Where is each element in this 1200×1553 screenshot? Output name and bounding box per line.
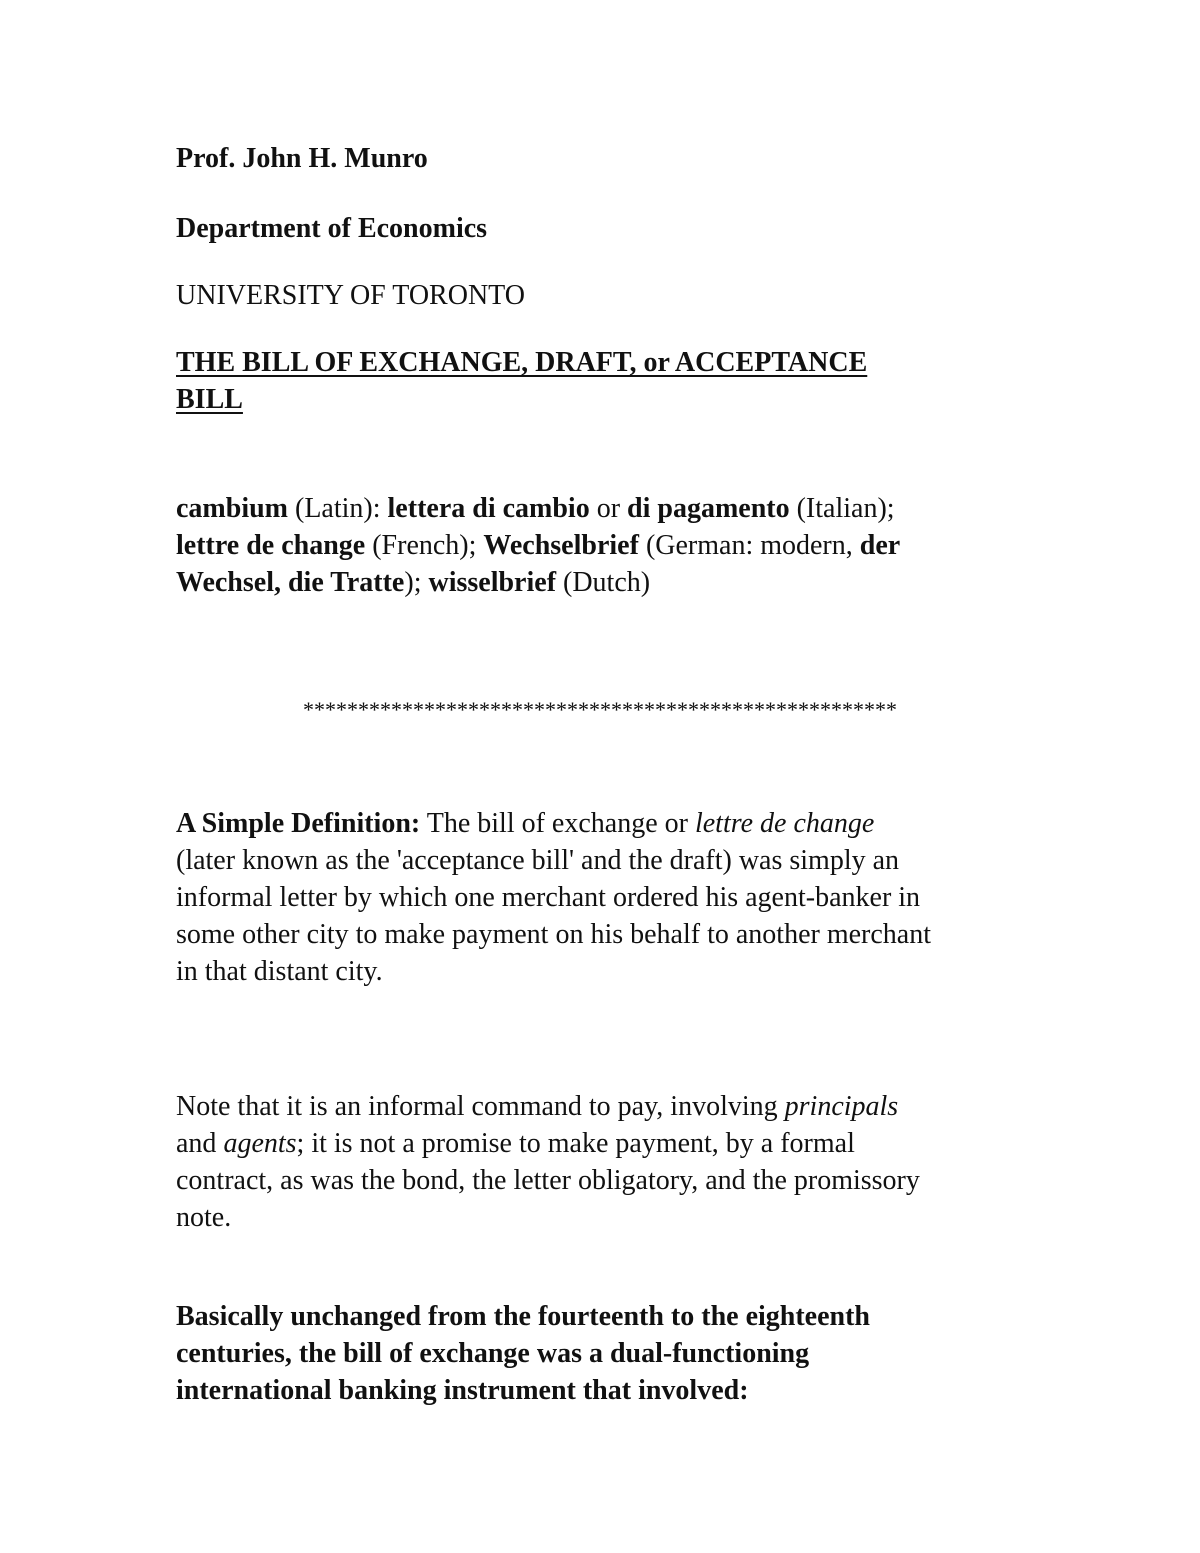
summary-line-2: centuries, the bill of exchange was a dual-functioning xyxy=(176,1338,810,1369)
note-line-3: contract, as was the bond, the letter obligatory, and the promissory xyxy=(176,1165,920,1196)
terms-line-2 xyxy=(176,527,1036,564)
note-text-3: ; it is not a promise to make payment, by a formal xyxy=(296,1128,855,1159)
definition-italic-term: lettre de change xyxy=(694,808,875,839)
note-italic-principals: principals xyxy=(784,1091,899,1122)
term-lettera-di-cambio: lettera di cambio xyxy=(387,493,590,524)
terms-line-3 xyxy=(176,564,1036,601)
title-line-1: THE BILL OF EXCHANGE, DRAFT, or ACCEPTANCE xyxy=(176,347,868,378)
definition-paragraph xyxy=(176,805,1036,990)
summary-line-1: Basically unchanged from the fourteenth to the eighteenth xyxy=(176,1301,870,1332)
terms-paragraph xyxy=(176,490,1036,601)
note-italic-agents: agents xyxy=(223,1128,297,1159)
summary-paragraph xyxy=(176,1298,1036,1409)
title-line-2: BILL xyxy=(176,384,243,415)
term-german-label: (German: modern, xyxy=(638,530,860,561)
note-line-1 xyxy=(176,1088,1036,1125)
term-latin-label: (Latin): xyxy=(288,493,388,524)
definition-line-4: some other city to make payment on his behalf to another merchant xyxy=(176,919,931,950)
note-line-2 xyxy=(176,1125,1036,1162)
term-der: der xyxy=(859,530,901,561)
section-separator: ****************************************************** xyxy=(303,697,897,722)
definition-line-3: informal letter by which one merchant ordered his agent-banker in xyxy=(176,882,921,913)
definition-text-1: The bill of exchange or xyxy=(420,808,695,839)
definition-label: A Simple Definition: xyxy=(176,808,421,839)
term-dutch-label: (Dutch) xyxy=(556,567,651,598)
department-name: Department of Economics xyxy=(176,213,488,244)
note-text-1: Note that it is an informal command to pay, involving xyxy=(176,1091,785,1122)
document-title xyxy=(176,344,1036,418)
definition-line-2: (later known as the 'acceptance bill' and the draft) was simply an xyxy=(176,845,900,876)
term-lettre-de-change: lettre de change xyxy=(176,530,366,561)
term-french-label: (French); xyxy=(365,530,484,561)
term-or: or xyxy=(589,493,628,524)
author-name: Prof. John H. Munro xyxy=(176,143,428,174)
term-sep: ); xyxy=(404,567,429,598)
term-wechsel-die-tratte: Wechsel, die Tratte xyxy=(176,567,405,598)
note-paragraph xyxy=(176,1088,1036,1236)
university-name: UNIVERSITY OF TORONTO xyxy=(176,280,525,311)
terms-line-1 xyxy=(176,490,1036,527)
term-italian-label: (Italian); xyxy=(789,493,895,524)
term-di-pagamento: di pagamento xyxy=(627,493,790,524)
term-wisselbrief: wisselbrief xyxy=(428,567,557,598)
term-wechselbrief: Wechselbrief xyxy=(483,530,639,561)
definition-line-1 xyxy=(176,805,1036,842)
summary-line-3: international banking instrument that involved: xyxy=(176,1375,749,1406)
note-line-4: note. xyxy=(176,1202,232,1233)
note-text-2: and xyxy=(176,1128,224,1159)
term-cambium: cambium xyxy=(176,493,288,524)
definition-line-5: in that distant city. xyxy=(176,956,383,987)
